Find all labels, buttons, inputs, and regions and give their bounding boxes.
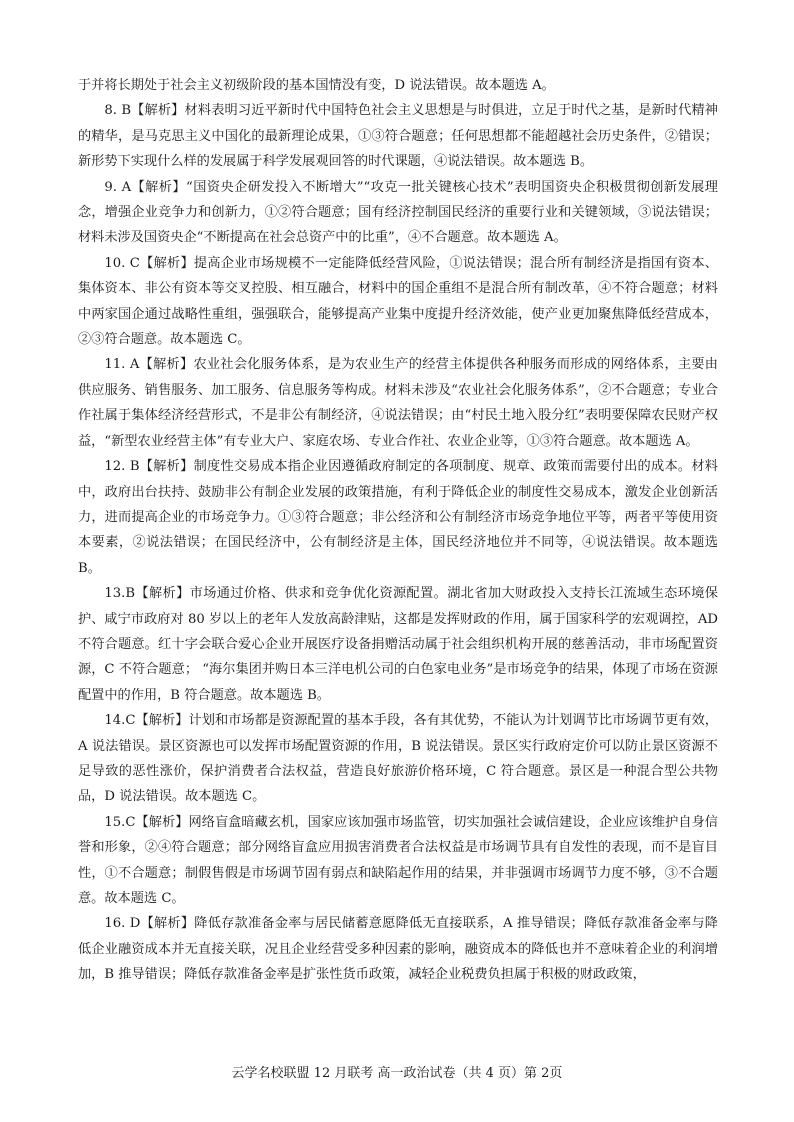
paragraph-continuation: 于并将长期处于社会主义初级阶段的基本国情没有变，D 说法错误。故本题选 A。 — [78, 78, 555, 93]
paragraph-q16: 16. D【解析】降低存款准备金率与居民储蓄意愿降低无直接联系，A 推导错误；降低存款准备金率与降低企业融资成本并无直接关联，况且企业经营受多种因素的影响，融资成本的降低也并不意味着企业的利润增加，B 推导错误；降低存款准备金率是扩张性货币政策，减轻企业税费负担属于积极的财政政策， — [78, 916, 718, 983]
paragraph-q15: 15.C【解析】网络盲盒暗藏玄机，国家应该加强市场监管，切实加强社会诚信建设，企业应该维护自身信誉和形象，②④符合题意；部分网络盲盒应用损害消费者合法权益是市场调节具有自发性的表现，而不是盲目性，①不合题意；制假售假是市场调节固有弱点和缺陷起作用的结果，并非强调市场调节力度不够，③不合题意。故本题选 C。 — [78, 814, 718, 906]
paragraph-q11: 11. A【解析】农业社会化服务体系，是为农业生产的经营主体提供各种服务而形成的网络体系，主要由供应服务、销售服务、加工服务、信息服务等构成。材料未涉及“农业社会化服务体系”，②不合题意；专业合作社属于集体经济经营形式，不是非公有制经济，④说法错误；由“村民土地入股分红”表明要保障农民财产权益，“新型农业经营主体”有专业大户、家庭农场、专业合作社、农业企业等，①③符合题意。故本题选 A。 — [78, 357, 718, 449]
page-footer: 云学名校联盟 12 月联考 高一政治试卷（共 4 页）第 2页 — [231, 1066, 563, 1081]
answer-explanations — [78, 73, 718, 988]
paragraph-q12: 12. B【解析】制度性交易成本指企业因遵循政府制定的各项制度、规章、政策而需要付出的成本。材料中，政府出台扶持、鼓励非公有制企业发展的政策措施，有利于降低企业的制度性交易成本，激发企业创新活力，进而提高企业的市场竞争力。①③符合题意；非公经济和公有制经济市场竞争地位平等，两者平等使用资本要素，②说法错误；在国民经济中，公有制经济是主体，国民经济地位并不同等，④说法错误。故本题选 B。 — [78, 459, 718, 576]
paragraph-q13: 13.B【解析】市场通过价格、供求和竞争优化资源配置。湖北省加大财政投入支持长江流域生态环境保护、咸宁市政府对 80 岁以上的老年人发放高龄津贴，这都是发挥财政的作用，属于国家科学的宏观调控，AD 不符合题意。红十字会联合爱心企业开展医疗设备捐赠活动属于社会组织机构开展的慈善活动，非市场配置资源，C 不符合题意； “海尔集团并购日本三洋电机公司的白色家电业务”是市场竞争的结果，体现了市场在资源配置中的作用，B 符合题意。故本题选 B。 — [78, 586, 718, 703]
paragraph-q9: 9. A【解析】“国资央企研发投入不断增大”“攻克一批关键核心技术”表明国资央企积极贯彻创新发展理念，增强企业竞争力和创新力，①②符合题意；国有经济控制国民经济的重要行业和关键领域，③说法错误；材料未涉及国资央企“不断提高在社会总资产中的比重”，④不合题意。故本题选 A。 — [78, 179, 718, 246]
paragraph-q14: 14.C【解析】计划和市场都是资源配置的基本手段，各有其优势，不能认为计划调节比市场调节更有效，A 说法错误。景区资源也可以发挥市场配置资源的作用，B 说法错误。景区实行政府定价可以防止景区资源不足导致的恶性涨价，保护消费者合法权益，营造良好旅游价格环境，C 符合题意。景区是一种混合型公共物品，D 说法错误。故本题选 C。 — [78, 713, 718, 805]
paragraph-q8: 8. B【解析】材料表明习近平新时代中国特色社会主义思想是与时俱进，立足于时代之基，是新时代精神的精华，是马克思主义中国化的最新理论成果，①③符合题意；任何思想都不能超越社会历史条件，②错误；新形势下实现什么样的发展属于科学发展观回答的时代课题，④说法错误。故本题选 B。 — [78, 103, 718, 170]
paragraph-q10: 10. C【解析】提高企业市场规模不一定能降低经营风险，①说法错误；混合所有制经济是指国有资本、集体资本、非公有资本等交叉控股、相互融合，材料中的国企重组不是混合所有制改革，④不符合题意；材料中两家国企通过战略性重组，强强联合，能够提高产业集中度提升经济效能，使产业更加聚焦降低经营成本，②③符合题意。故本题选 C。 — [78, 255, 718, 348]
